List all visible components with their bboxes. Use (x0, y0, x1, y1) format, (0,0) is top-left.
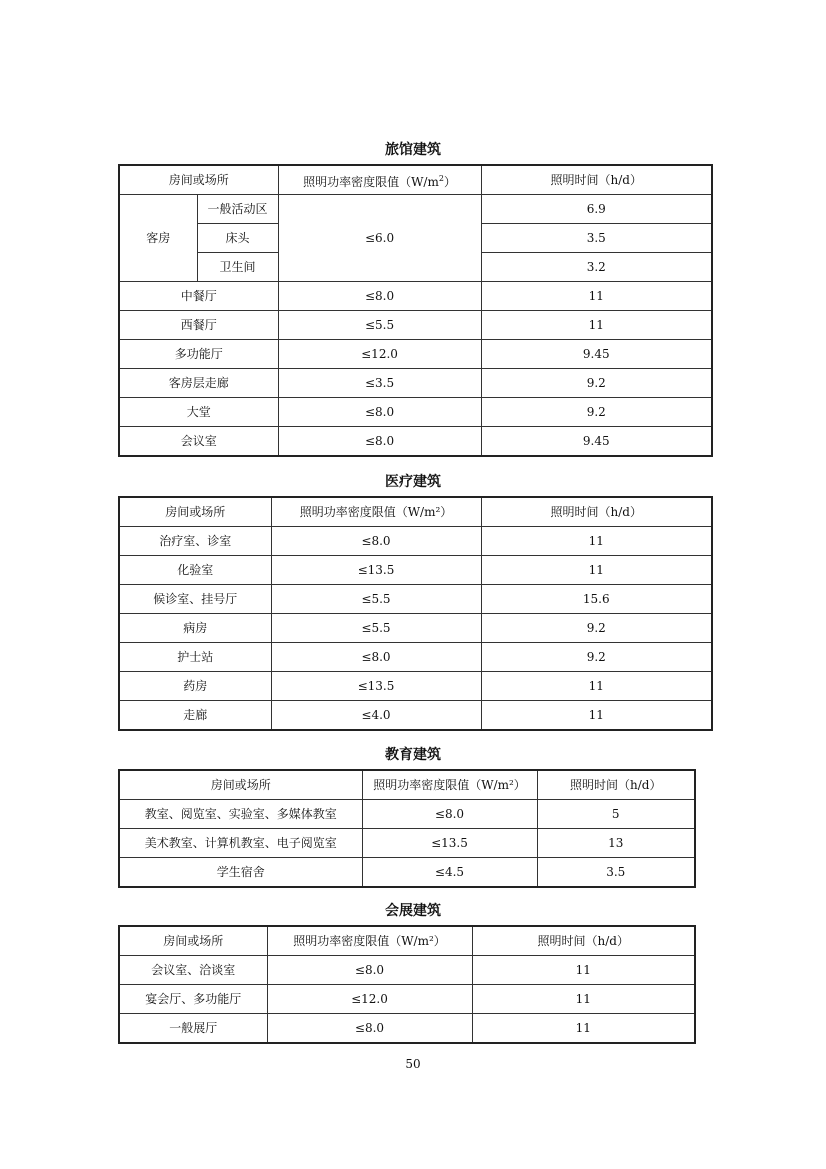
time-cell: 11 (481, 527, 712, 556)
density-cell: ≤12.0 (278, 340, 481, 369)
place-cell: 会议室 (119, 427, 278, 457)
place-cell: 病房 (119, 614, 271, 643)
density-cell: ≤8.0 (271, 527, 481, 556)
place-cell: 药房 (119, 672, 271, 701)
time-cell: 9.45 (481, 427, 712, 457)
place-cell: 会议室、洽谈室 (119, 956, 267, 985)
place-cell: 化验室 (119, 556, 271, 585)
time-cell: 9.45 (481, 340, 712, 369)
table-header-row (119, 497, 712, 527)
exhibition-section-title: 会展建筑 (385, 903, 441, 919)
header-time: 照明时间（h/d） (481, 497, 712, 527)
header-time: 照明时间（h/d） (481, 165, 712, 195)
density-cell: ≤8.0 (271, 643, 481, 672)
density-cell: ≤8.0 (267, 956, 472, 985)
header-density-text: 照明功率密度限值（W/m (303, 174, 439, 189)
table-row (119, 829, 695, 858)
place-cell: 中餐厅 (119, 282, 278, 311)
place-cell: 宴会厅、多功能厅 (119, 985, 267, 1014)
header-density (278, 165, 481, 195)
room-sub-cell: 卫生间 (197, 253, 278, 282)
header-time: 照明时间（h/d） (537, 770, 695, 800)
time-cell: 9.2 (481, 398, 712, 427)
table-row (119, 585, 712, 614)
density-cell: ≤8.0 (278, 282, 481, 311)
table-row (119, 956, 695, 985)
density-cell: ≤12.0 (267, 985, 472, 1014)
density-cell: ≤5.5 (271, 614, 481, 643)
place-cell: 一般展厅 (119, 1014, 267, 1044)
education-section-title: 教育建筑 (385, 747, 441, 763)
time-cell: 11 (481, 556, 712, 585)
place-cell: 治疗室、诊室 (119, 527, 271, 556)
page-number: 50 (405, 1057, 421, 1071)
place-cell: 大堂 (119, 398, 278, 427)
table-row (119, 427, 712, 457)
density-cell: ≤4.0 (271, 701, 481, 731)
time-cell: 11 (472, 1014, 695, 1044)
density-cell: ≤8.0 (362, 800, 537, 829)
header-place: 房间或场所 (119, 770, 362, 800)
density-cell: ≤13.5 (271, 556, 481, 585)
place-cell: 客房层走廊 (119, 369, 278, 398)
table-row (119, 800, 695, 829)
table-row (119, 701, 712, 731)
table-row (119, 556, 712, 585)
header-time: 照明时间（h/d） (472, 926, 695, 956)
table-row (119, 643, 712, 672)
place-cell: 多功能厅 (119, 340, 278, 369)
table-row (119, 1014, 695, 1044)
place-cell: 走廊 (119, 701, 271, 731)
header-place: 房间或场所 (119, 497, 271, 527)
header-density-sup: 2 (438, 173, 444, 183)
room-time-cell: 3.2 (481, 253, 712, 282)
time-cell: 9.2 (481, 614, 712, 643)
table-row (119, 369, 712, 398)
time-cell: 15.6 (481, 585, 712, 614)
table-row (119, 672, 712, 701)
place-cell: 西餐厅 (119, 311, 278, 340)
room-group-cell: 客房 (119, 195, 197, 282)
place-cell: 候诊室、挂号厅 (119, 585, 271, 614)
table-row (119, 195, 712, 224)
time-cell: 11 (472, 985, 695, 1014)
time-cell: 11 (481, 282, 712, 311)
table-header-row (119, 770, 695, 800)
density-cell: ≤8.0 (278, 398, 481, 427)
time-cell: 9.2 (481, 643, 712, 672)
density-cell: ≤5.5 (278, 311, 481, 340)
time-cell: 3.5 (537, 858, 695, 888)
exhibition-table (118, 925, 696, 1044)
header-density: 照明功率密度限值（W/m²） (271, 497, 481, 527)
place-cell: 学生宿舍 (119, 858, 362, 888)
table-row (119, 340, 712, 369)
place-cell: 美术教室、计算机教室、电子阅览室 (119, 829, 362, 858)
time-cell: 11 (481, 672, 712, 701)
header-place: 房间或场所 (119, 926, 267, 956)
room-density-cell: ≤6.0 (278, 195, 481, 282)
density-cell: ≤13.5 (271, 672, 481, 701)
time-cell: 13 (537, 829, 695, 858)
room-time-cell: 3.5 (481, 224, 712, 253)
place-cell: 护士站 (119, 643, 271, 672)
hotel-section-title: 旅馆建筑 (385, 142, 441, 158)
table-row (119, 311, 712, 340)
table-row (119, 985, 695, 1014)
header-density: 照明功率密度限值（W/m²） (267, 926, 472, 956)
table-row (119, 282, 712, 311)
time-cell: 11 (472, 956, 695, 985)
table-row (119, 398, 712, 427)
density-cell: ≤8.0 (278, 427, 481, 457)
header-density: 照明功率密度限值（W/m²） (362, 770, 537, 800)
room-sub-cell: 床头 (197, 224, 278, 253)
density-cell: ≤5.5 (271, 585, 481, 614)
time-cell: 11 (481, 701, 712, 731)
density-cell: ≤13.5 (362, 829, 537, 858)
medical-table (118, 496, 713, 731)
time-cell: 11 (481, 311, 712, 340)
table-header-row (119, 926, 695, 956)
table-header-row (119, 165, 712, 195)
room-sub-cell: 一般活动区 (197, 195, 278, 224)
table-row (119, 614, 712, 643)
medical-section-title: 医疗建筑 (385, 474, 441, 490)
table-row (119, 858, 695, 888)
time-cell: 5 (537, 800, 695, 829)
time-cell: 9.2 (481, 369, 712, 398)
density-cell: ≤3.5 (278, 369, 481, 398)
table-row (119, 527, 712, 556)
room-time-cell: 6.9 (481, 195, 712, 224)
density-cell: ≤8.0 (267, 1014, 472, 1044)
header-place: 房间或场所 (119, 165, 278, 195)
hotel-table (118, 164, 713, 457)
density-cell: ≤4.5 (362, 858, 537, 888)
place-cell: 教室、阅览室、实验室、多媒体教室 (119, 800, 362, 829)
header-density-close: ） (443, 174, 456, 189)
education-table (118, 769, 696, 888)
